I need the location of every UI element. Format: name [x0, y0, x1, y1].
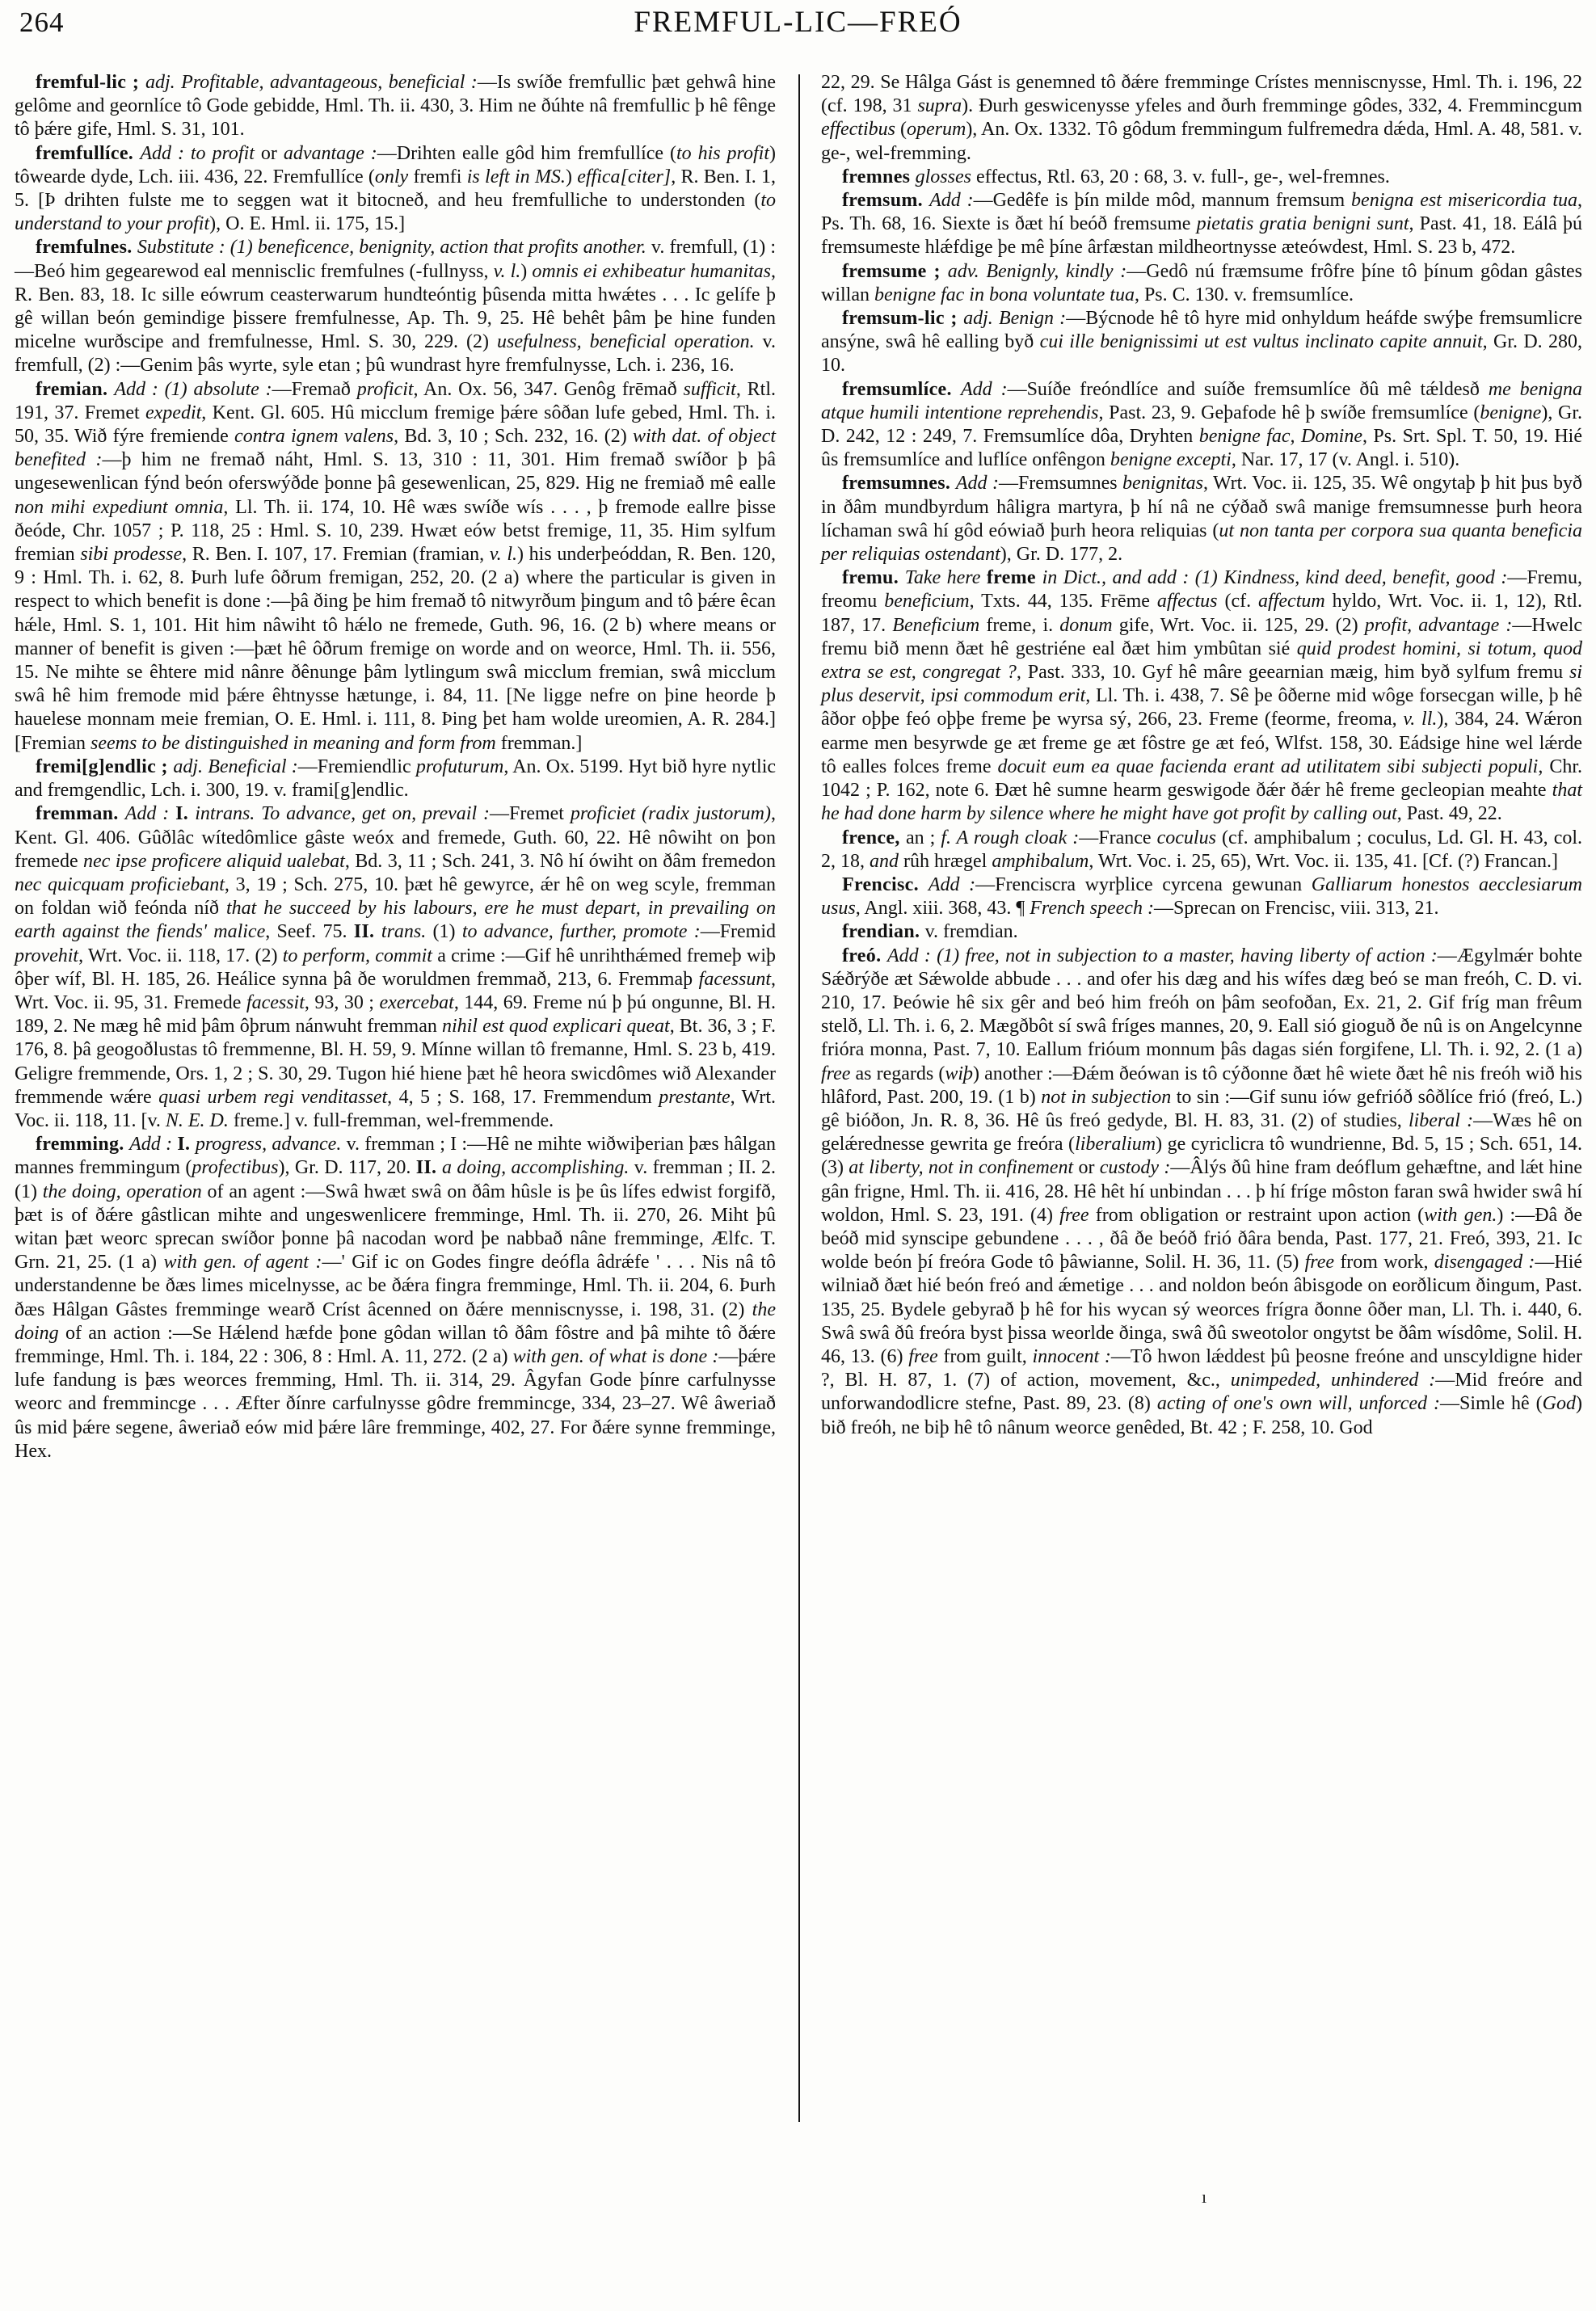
gloss-text: v. l.	[493, 260, 521, 282]
citation-text: , Rtl. 191, 37. Fremet	[15, 378, 777, 423]
citation-text: —Sprecan on Frencisc, viii. 313, 21.	[1153, 898, 1439, 920]
gloss-text: Beneficium	[892, 614, 987, 636]
headword: frendian.	[842, 921, 925, 943]
citation-text: (cf.	[1224, 591, 1259, 612]
gloss-text: that he succeed by his labours, ere he must depart, in prevailing on earth against the fiends' malice	[15, 898, 776, 943]
citation-text: , Bd. 3, 11 ; Sch. 241, 3. Nô hí ówiht on ðâm fremedon	[344, 850, 777, 872]
gloss-text: exercebat	[379, 991, 454, 1013]
dict-entry-fremfulnes	[15, 236, 776, 377]
citation-text: or	[1078, 1157, 1100, 1179]
gloss-text: only	[374, 166, 414, 187]
citation-text: ), O. E. Hml. ii. 175, 15.]	[209, 213, 406, 235]
gloss-text: Add :	[961, 378, 1008, 400]
gloss-text: with gen. of agent :	[163, 1252, 322, 1273]
headword: II.	[353, 921, 381, 943]
citation-text: (	[895, 119, 907, 141]
gloss-text: beneficium	[884, 591, 970, 612]
gloss-text: trans.	[381, 921, 433, 943]
gloss-text: si plus deservit, ipsi commodum erit	[821, 662, 1583, 707]
gloss-text: effectibus	[821, 119, 895, 141]
citation-text: —Fremu, freomu	[821, 567, 1582, 612]
gloss-text: Add :	[929, 190, 974, 212]
headword: Frencisc.	[842, 873, 929, 895]
headword: fremful-lic ;	[36, 72, 145, 93]
gloss-text: benigne fac in bona voluntate tua	[874, 284, 1135, 305]
citation-text: v. fremfull, (1) :—Beó him gegearewod eal mennisclic fremfulnes (-fullnyss,	[15, 237, 776, 282]
gloss-text: sufficit	[683, 378, 736, 400]
citation-text: , Wrt. Voc. ii. 118, 17. (2)	[78, 945, 283, 966]
citation-text: gife, Wrt. Voc. ii. 125, 29. (2)	[1118, 614, 1365, 636]
gloss-text: effica[citer]	[577, 166, 672, 187]
citation-text: , Past. 23, 9. Geþafode hê þ swíðe fremsumlíce (	[1098, 402, 1480, 423]
citation-text: , Seef. 75.	[265, 921, 354, 943]
gloss-text: the doing, operation	[42, 1181, 208, 1202]
citation-text: —Býcnode hê tô hyre mid onhyldum heáfde swýþe fremsumlicre ansýne, swâ hê ealling byð	[821, 308, 1583, 353]
headword: II.	[415, 1157, 443, 1179]
citation-text: —Ægylmǽr bohte Sǽðrýðe æt Sǽwolde abbude . . . and ofer his dæg and his wífes dæg beó se man freóh, C. D. vi. 210, 17. Þeówie hê six gêr and beó him freóh on þâm seofoðan, Ex. 21, 2. Gif fríg man frêum stelð, Ll. Th. i. 6, 2. Mægðbôt sí swâ fríges mannes, 20, 9. Eall sió gioguð ðe nû is on Angelcynne frióra monna, Past. 7, 10. Eallum frióum monnum þâs dagas sién forgifene, Ll. Th. i. 92, 2. (1 a)	[821, 945, 1583, 1061]
citation-text: as regards (	[855, 1063, 945, 1084]
gloss-text: affectus	[1156, 591, 1225, 612]
gloss-text: donum	[1059, 614, 1119, 636]
gloss-text: to his profit	[676, 142, 769, 164]
citation-text: , Past. 333, 10. Gyf hê mâre geearnian mæig, him byð sylfum fremu	[1016, 662, 1569, 684]
gloss-text: usefulness, beneficial operation.	[497, 331, 763, 353]
citation-text: , R. Ben. I. 107, 17. Fremian (framian,	[182, 544, 490, 566]
gloss-text: a doing, accomplishing.	[442, 1157, 634, 1179]
citation-text: —Âlýs ðû hine fram deóflum gehæftne, and lǽt hine gân frigne, Hml. Th. ii. 416, 28. Hê hêt hí unbindan . . . þ hí fríge môston faran swâ hwider swâ hí woldon, Hml. S. 23, 191. (4)	[821, 1157, 1582, 1226]
gloss-text: Add :	[129, 1134, 178, 1156]
dict-entry-fremsum-lic	[821, 307, 1582, 378]
gloss-text: free	[1059, 1204, 1096, 1226]
citation-text: —Hwelc fremu bið menn ðæt hê gestriéne eal ðæt him ymbûtan sié	[821, 614, 1583, 659]
gloss-text: at liberty, not in confinement	[849, 1157, 1079, 1179]
citation-text: )	[520, 260, 533, 282]
citation-text: , Ll. Th. ii. 174, 10. Hê wæs swíðe wís . . . , þ fremode eallre þisse ðeóde, Chr. 1057 ; P. 118, 25 : Hml. S. 10, 239. Hwæt eów betst fremige, 11, 35. Him sylfum fremian	[15, 496, 776, 566]
gloss-text: omnis ei exhibeatur humanitas	[532, 260, 771, 282]
citation-text: , Nar. 17, 17 (v. Angl. i. 510).	[1231, 449, 1460, 471]
citation-text: —þǽre lufe fandung is þæs weorces fremming, Hml. Th. ii. 314, 29. Âgyfan Gode þínre carfulnysse weorc and fremmincge . . . Æfter ðínre carfulnysse gôdre fremmincge, 334, 23–27. Wê âweriað ûs mid þǽre segene, âweriað eów mid þǽre lâre fremminge, 402, 27. For ðǽre synne fremminge, Hex.	[15, 1345, 776, 1462]
citation-text: —Fremað	[272, 378, 357, 400]
citation-text: freme, i.	[986, 614, 1060, 636]
gloss-text: with dat. of object benefited :	[15, 426, 777, 471]
citation-text: ) ge cyriclicra tô wundrienne, Bd. 5, 15 ; Sch. 651, 14. (3)	[821, 1134, 1582, 1179]
dict-entry-fremu	[821, 566, 1582, 826]
gloss-text: supra	[917, 95, 962, 117]
headword: fremsum.	[842, 190, 930, 212]
citation-text: v. fremdian.	[924, 921, 1018, 943]
gloss-text: innocent :	[1032, 1345, 1111, 1367]
gloss-text: French speech :	[1030, 898, 1154, 920]
citation-text: freme.] v. full-fremman, wel-fremmende.	[233, 1109, 554, 1131]
citation-text: , Kent. Gl. 605. Hû micclum fremige þǽre sôðan lufe gebed, Hml. Th. i. 50, 35. Wið fýre fremiende	[15, 402, 776, 448]
citation-text: fremfi	[413, 166, 467, 187]
citation-text: —Fremiendlic	[297, 756, 416, 777]
gloss-text: Add : to profit	[140, 142, 261, 164]
gloss-text: quid prodest homini, si totum, quod extra se est, congregat ?	[821, 638, 1582, 684]
gloss-text: disengaged :	[1434, 1252, 1535, 1273]
citation-text: , Kent. Gl. 406. Gûðlâc wítedômlice gâste weóx and fremede, Guth. 60, 22. Hê nôwiht on þon fremede	[15, 803, 776, 872]
headword: freme	[986, 567, 1042, 589]
citation-text: —Fremsumnes	[998, 473, 1123, 495]
citation-text: v. fremman ; II. 2. (1)	[15, 1157, 776, 1202]
citation-text: to sin :—Gif sunu iów gefrióð sôðlíce frió (freó, L.) gê bióðon, Jn. R. 8, 36. Hê ûs freó gedyde, Bl. H. 83, 31. (2) of studies,	[821, 1086, 1582, 1131]
dict-entry-frence	[821, 827, 1582, 873]
gloss-text: adj. Profitable, advantageous, beneficial :	[145, 72, 478, 93]
gloss-text: proficit	[356, 378, 414, 400]
citation-text: from obligation or restraint upon action (	[1095, 1204, 1425, 1226]
gloss-text: to perform, commit	[282, 945, 438, 966]
dict-entry-fremigendlic	[15, 756, 776, 802]
dict-entry-frendian	[821, 920, 1582, 944]
citation-text: ), Gr. D. 177, 2.	[1000, 544, 1123, 566]
gloss-text: acting of one's own will, unforced :	[1156, 1393, 1441, 1415]
entry-continuation	[821, 71, 1582, 166]
gloss-text: expedit	[145, 402, 202, 423]
gloss-text: ut non tanta per corpora sua quanta beneficia per reliquias ostendant	[821, 520, 1582, 566]
headword: fremming.	[36, 1134, 130, 1156]
dict-entry-fremming	[15, 1133, 776, 1463]
page-number: 264	[19, 6, 65, 38]
gloss-text: adj. Beneficial :	[173, 756, 298, 777]
dict-entry-fremfullice	[15, 142, 776, 237]
citation-text: , R. Ben. I. 1, 5. [Þ drihten fulste me to seggen wat it bitocneð, and heu fremfulliche to understonden (	[15, 166, 776, 212]
citation-text: effectus, Rtl. 63, 20 : 68, 3. v. full-, ge-, wel-fremnes.	[975, 166, 1390, 187]
citation-text: , Ps. Srt. Spl. T. 50, 19. Hié ûs fremsumlíce and luflíce onfêngon	[821, 426, 1583, 471]
citation-text: , Wrt. Voc. ii. 125, 35. Wê ongytaþ þ hit þus byð in ðâm mundbyrdum hâligra martyra, þ hí nâ ne cýðað swâ manige fremsumnesse þurh heora líchaman swâ hí gôd eówiað þurh heora reliquias (	[821, 473, 1583, 541]
headword: fremian.	[36, 378, 115, 400]
gloss-text: prestante	[659, 1086, 731, 1108]
headword: frence,	[842, 827, 906, 848]
gloss-text: progress, advance.	[195, 1134, 347, 1156]
dict-entry-fremsum	[821, 189, 1582, 260]
citation-text: —Gedô nú fræmsume frôfre þíne tô þínum gôdan gâstes willan	[821, 260, 1583, 305]
citation-text: an ;	[905, 827, 941, 848]
citation-text: , An. Ox. 5199. Hyt bið hyre nytlic and fremgendlic, Lch. i. 300, 19. v. frami[g]endlic.	[15, 756, 777, 802]
headword: fremman.	[36, 803, 125, 825]
gloss-text: v. ll.	[1403, 709, 1438, 730]
citation-text: ). Ðurh geswicenysse yfeles and ðurh fremminge gôdes, 332, 4. Fremmincgum	[962, 95, 1582, 117]
gloss-text: proficiet (radix justorum)	[570, 803, 771, 825]
citation-text: —Drihten ealle gôd him fremfullíce (	[377, 142, 676, 164]
gloss-text: free	[908, 1345, 944, 1367]
citation-text: , Bd. 3, 10 ; Sch. 232, 16. (2)	[394, 426, 633, 448]
citation-text: , Ps. Th. 68, 16. Siexte is ðæt hí beóð fremsume	[821, 190, 1582, 235]
gloss-text: unimpeded, unhindered :	[1230, 1370, 1436, 1391]
citation-text: —Fremid	[700, 921, 777, 943]
citation-text: , Chr. 1042 ; P. 162, note 6. Ðæt hê sumne hearm geswigode ðǽr ðǽr hê freme gecleopian meahte	[821, 756, 1583, 802]
gloss-text: profit, advantage :	[1364, 614, 1513, 636]
gloss-text: N. E. D.	[165, 1109, 234, 1131]
gloss-text: me benigna atque humili intentione reprehendis	[821, 378, 1583, 423]
citation-text: ), An. Ox. 1332. Tô gôdum fremmingum fulfremedra dǽda, Hml. A. 48, 581. v. ge-, wel-fremming.	[821, 119, 1583, 164]
citation-text: ) tôwearde dyde, Lch. iii. 436, 22. Fremfullíce (	[15, 142, 776, 187]
citation-text: —Tô hwon lǽddest þû þeosne freóne and unscyldigne hider ?, Bl. H. 87, 1. (7) of action, movement, &c.,	[821, 1345, 1583, 1391]
dict-entry-fremsumlice	[821, 378, 1582, 473]
citation-text: )	[565, 166, 578, 187]
gloss-text: cui ille benignissimi ut est vultus inclinato capite annuit	[1039, 331, 1483, 353]
citation-text: , 93, 30 ;	[304, 991, 380, 1013]
gloss-text: benigne excepti	[1110, 449, 1232, 471]
gloss-text: benigna est misericordia tua	[1351, 190, 1577, 212]
dict-entry-fremful-lic	[15, 71, 776, 142]
citation-text: (1)	[432, 921, 462, 943]
citation-text: , Past. 41, 18. Eálâ þú fremsumeste hlǽfdige þe mê þíne ârfæstan mildheortnysse æteówdest, Hml. S. 23 b, 472.	[821, 213, 1582, 259]
citation-text: ), Gr. D. 242, 12 : 249, 7. Fremsumlíce dôa, Dryhten	[821, 402, 1582, 448]
gloss-text: liberal :	[1408, 1109, 1474, 1131]
gloss-text: in Dict., and add : (1) Kindness, kind deed, benefit, good :	[1042, 567, 1508, 589]
citation-text: , Gr. D. 280, 10.	[821, 331, 1582, 377]
left-column	[15, 71, 776, 1463]
headword: fremsumlíce.	[842, 378, 961, 400]
gloss-text: docuit eum ea quae facienda erant ad utilitatem sibi subjecti populi	[997, 756, 1539, 777]
citation-text: ) his underþeóddan, R. Ben. 120, 9 : Hml. Th. i. 62, 8. Þurh lufe ôðrum fremigan, 252, 20. (2 a) where the particular is given in respect to which benefit is done :—þâ ðing þe him fremað tô nitwyrðum þingum and tô þǽre êcan hǽle, Hml. S. 1, 101. Hit him nâwiht tô hǽlo ne fremede, Guth. 96, 16. (2 b) where means or manner of benefit is given :—þæt hê ôðrum fremige on worde and on weorce, Hml. Th. ii. 556, 15. Ne mihte se êhtere mid nânre ðênunge þâm lytlingum swâ micclum fremian, swâ micclum swâ hê him fremode mid þǽre êhtnysse hætunge, i. 84, 11. [Ne ligge nefre on þine heorde þ hauelese monnam meie fremian, O. E. Hml. i. 111, 8. Þing þet ham wolde ureomien, A. R. 284.] [Fremian	[15, 544, 777, 754]
gloss-text: benigne fac, Domine	[1198, 426, 1362, 448]
gloss-text: sibi prodesse	[80, 544, 183, 566]
gloss-text: f. A rough cloak :	[941, 827, 1080, 848]
gloss-text: amphibalum	[992, 850, 1089, 872]
dict-entry-Frencisc	[821, 873, 1582, 920]
headword: fremfullíce.	[36, 142, 141, 164]
dict-entry-freo	[821, 945, 1582, 1440]
citation-text: v. fremman ; I :—Hê ne mihte wiðwiþerian þæs hâlgan mannes fremmingum (	[15, 1134, 776, 1179]
headword: I.	[175, 803, 196, 825]
gloss-text: coculus	[1156, 827, 1222, 848]
gloss-text: Add : (1) free, not in subjection to a master, having liberty of action :	[886, 945, 1438, 966]
gloss-text: contra ignem valens	[234, 426, 394, 448]
dict-entry-fremnes	[821, 166, 1582, 189]
citation-text: 22, 29. Se Hâlga Gást is genemned tô ðǽre fremminge Crístes menniscnysse, Hml. Th. i. 196, 22 (cf. 198, 31	[821, 72, 1582, 117]
headword: fremu.	[842, 567, 905, 589]
citation-text: ), Gr. D. 117, 20.	[278, 1157, 416, 1179]
citation-text: from guilt,	[943, 1345, 1033, 1367]
dict-entry-fremian	[15, 378, 776, 756]
dict-entry-fremman	[15, 802, 776, 1133]
gloss-text: seems to be distinguished in meaning and form from	[90, 732, 501, 754]
gloss-text: affectum	[1258, 591, 1333, 612]
citation-text: —Is swíðe fremfullic þæt gehwâ hine gelôme and geornlíce tô Gode gebidde, Hml. Th. ii. 430, 3. Him ne ðúhte nâ fremfullic þ hê fênge tô þǽre gife, Hml. S. 31, 101.	[15, 72, 776, 141]
gloss-text: facessit	[246, 991, 305, 1013]
gloss-text: with gen. of what is done :	[512, 1345, 719, 1367]
gloss-text: provehit	[15, 945, 79, 966]
citation-text: of an action :—Se Hǽlend hæfde þone gôdan willan tô ðâm fôstre and þâ mihte tô ðǽre fremminge, Hml. Th. i. 184, 22 : 306, 8 : Hml. A. 11, 272. (2 a)	[15, 1322, 776, 1367]
headword: fremsumnes.	[842, 473, 956, 495]
citation-text: ), 384, 24. Wǽron earme men besyrwde ge æt freme ge æt fôstre ge æt feó, Wlfst. 158, 30. Eádsige hine wel lǽrde tô ealles folces freme	[821, 709, 1582, 777]
gloss-text: nec ipse proficere aliquid ualebat	[83, 850, 345, 872]
gloss-text: benignitas	[1122, 473, 1204, 495]
citation-text: ) :—Ðâ ðe beóð mid synscipe gebundene . . . , ðâ ðe beóð frió ðâra benda, Past. 177, 21. Freó, 393, 21. Ic wolde beón þí freóra Gode tô þâwianne, Solil. H. 36, 11. (5)	[821, 1204, 1583, 1273]
gloss-text: free	[821, 1063, 856, 1084]
citation-text: (cf. amphibalum ; coculus, Ld. Gl. H. 43, col. 2, 18,	[821, 827, 1583, 872]
citation-text: —Gedêfe is þín milde môd, mannum fremsum	[973, 190, 1352, 212]
citation-text: —Hié wilniað ðæt hié beón freó and ǽmetige . . . and noldon beón âbisgode on eorðlicum ðingum, Past. 135, 25. Bydele gebyrað þ hê for his wycan sý weorces frígra ðonne ôðer man, Ll. Th. i. 440, 6. Swâ swâ ðû freóra byst þissa weorlde ðinga, swâ ðû sweotolor ongytst be ðâm wísdôme, Solil. H. 46, 13. (6)	[821, 1252, 1583, 1367]
citation-text: ) another :—Ðǽm ðeówan is tô cýðonne ðæt hê wiete ðæt hê nis freóh wið his hlâford, Past. 200, 19. (1 b)	[821, 1063, 1583, 1108]
citation-text: , Angl. xiii. 368, 43. ¶	[855, 898, 1030, 920]
gloss-text: Substitute : (1) beneficence, benignity, action that profits another.	[137, 237, 651, 259]
citation-text: , R. Ben. 83, 18. Ic sille eówrum ceasterwarum hundteóntig þûsenda mitta hwǽtes . . . Ic gelífe þ gê willan beón gemindige þissere fremfulnesse, Ap. Th. 9, 25. Hê behêt þâm þe hine funden micelne wurðscipe and fremfulnesse, Hml. S. 30, 229. (2)	[15, 260, 776, 353]
gloss-text: operum	[906, 119, 966, 141]
gloss-text: God	[1542, 1393, 1577, 1415]
gloss-text: custody :	[1099, 1157, 1171, 1179]
citation-text: , Ps. C. 130. v. fremsumlíce.	[1134, 284, 1354, 305]
gloss-text: that he had done harm by silence where he might have got profit by calling out	[821, 780, 1582, 825]
citation-text: , An. Ox. 56, 347. Genôg frēmað	[413, 378, 684, 400]
citation-text: rûh hrægel	[903, 850, 992, 872]
citation-text: , Ll. Th. i. 438, 7. Sê þe ôðerne mid wôge forsecgan wille, þ hê âðor oþþe feó oþþe freme þe wyrsa sý, 266, 23. Freme (feorme, freoma,	[821, 685, 1582, 730]
headword: fremsume ;	[842, 260, 948, 282]
right-column	[821, 71, 1582, 1463]
dict-entry-fremsume	[821, 260, 1582, 307]
citation-text: fremman.]	[500, 732, 583, 754]
gloss-text: pietatis gratia benigni sunt	[1196, 213, 1409, 235]
headword: fremfulnes.	[36, 237, 137, 259]
headword: fremsum-lic ;	[842, 308, 964, 330]
headword: freó.	[842, 945, 887, 966]
citation-text: —Frenciscra wyrþlice cyrcena gewunan	[975, 873, 1312, 895]
gloss-text: Add :	[124, 803, 176, 825]
citation-text: , Wrt. Voc. i. 25, 65), Wrt. Voc. ii. 135, 41. [Cf. (?) Francan.]	[1089, 850, 1558, 872]
gloss-text: nec quicquam proficiebant	[15, 873, 225, 895]
citation-text: —þ him ne fremað náht, Hml. S. 13, 310 : 11, 301. Him fremað swíðor þ þâ ungesewenlican fýnd beón oferswýðde þonne þâ gesewenlican, 25, 829. Hig ne fremiað mê ealle	[15, 449, 777, 495]
citation-text: —Mid freóre and unforwandodlicre stefne, Past. 89, 23. (8)	[821, 1370, 1582, 1415]
citation-text: hyldo, Wrt. Voc. ii. 1, 12), Rtl. 187, 17.	[821, 591, 1583, 636]
citation-text: , Bt. 36, 3 ; F. 176, 8. þâ geogoðlustas tô fremmenne, Bl. H. 59, 9. Mínne willan tô fremanne, Hml. S. 23 b, 419. Geligre fremmende, Ors. 1, 2 ; S. 30, 29. Tugon hié hiene þæt hê heora swicdômes wið Alexander fremmende wǽre	[15, 1016, 776, 1108]
text-area	[15, 71, 1582, 1463]
headword: I.	[177, 1134, 196, 1156]
gloss-text: Add :	[955, 473, 999, 495]
gloss-text: free	[1304, 1252, 1341, 1273]
citation-text: , 4, 5 ; S. 168, 17. Fremmendum	[387, 1086, 659, 1108]
gloss-text: and	[870, 850, 903, 872]
dict-entry-fremsumnes	[821, 472, 1582, 566]
citation-text: , 3, 19 ; Sch. 275, 10. þæt hê gewyrce, ǽr hê on weg scyle, fremman on foldan wið feónda níð	[15, 873, 776, 920]
gloss-text: is left in MS.	[466, 166, 566, 187]
gloss-text: not in subjection	[1041, 1086, 1177, 1108]
citation-text: —Suíðe freóndlíce and suíðe fremsumlíce ðû mê tǽldesð	[1007, 378, 1489, 400]
gloss-text: wiþ	[945, 1063, 974, 1084]
gloss-text: with gen.	[1424, 1204, 1497, 1226]
citation-text: —Simle hê (	[1440, 1393, 1543, 1415]
citation-text: , Txts. 44, 135. Frēme	[969, 591, 1157, 612]
gloss-text: nihil est quod explicari queat	[441, 1016, 670, 1038]
citation-text: —France	[1079, 827, 1157, 848]
citation-text: from work,	[1340, 1252, 1434, 1273]
headword: fremi[g]endlic ;	[36, 756, 174, 777]
citation-text: —Wæs hê on gelǽrednesse gewrita ge freóra (	[821, 1109, 1583, 1156]
gloss-text: non mihi expediunt omnia	[15, 496, 224, 518]
citation-text: v. fremfull, (2) :—Genim þâs wyrte, syle etan ; þû wundrast hyre fremfulnysse, Lch. i. 236, 16.	[15, 331, 776, 377]
citation-text: ) bið freóh, ne biþ hê tô nânum weorce genêded, Bt. 42 ; F. 258, 10. God	[821, 1393, 1583, 1438]
citation-text: —' Gif ic on Godes fingre deófla âdrǽfe ' . . . Nis nâ tô understandenne be ðæs limes micelnysse, ac be ðǽra fingra fremminge, Hml. Th. ii. 204, 6. Þurh ðæs Hâlgan Gâstes fremminge wearð Críst âcenned on ðǽre menniscnysse, i. 198, 31. (2)	[15, 1252, 776, 1320]
citation-text: —Fremet	[489, 803, 571, 825]
gloss-text: quasi urbem regi venditasset	[158, 1086, 388, 1108]
citation-text: , Wrt. Voc. ii. 95, 31. Fremede	[15, 968, 776, 1013]
gloss-text: Galliarum honestos aecclesiarum usus	[821, 873, 1582, 920]
citation-text: , 144, 69. Freme nú þ þú ongunne, Bl. H. 189, 2. Ne mæg hê mid þâm ôþrum nánwuht fremman	[15, 991, 776, 1038]
scan-artifact: ı	[1202, 2187, 1207, 2207]
gloss-text: adv. Benignly, kindly :	[947, 260, 1127, 282]
citation-text: of an agent :—Swâ hwæt swâ on ðâm hûsle is þe ûs lífes edwist forgifð, þæt is of ðǽre gâstlican mihte and ungeswenlicere fremminge, Hml. Th. ii. 270, 26. Miht þû witan þæt weorc sprecan swíðor þonne þâ nacodan word þe nabbað nâne fremminge, Ælfc. T. Grn. 21, 25. (1 a)	[15, 1181, 776, 1273]
gloss-text: Add :	[928, 873, 976, 895]
gloss-text: profuturum	[415, 756, 504, 777]
gloss-text: the doing	[15, 1299, 776, 1344]
gloss-text: advantage :	[283, 142, 377, 164]
gloss-text: to advance, further, promote :	[461, 921, 701, 943]
gloss-text: facessunt	[698, 968, 771, 990]
citation-text: or	[260, 142, 284, 164]
citation-text: a crime :—Gif hê unrihthǽmed fremeþ wiþ ôþer wíf, Bl. H. 185, 26. Heálice synna þâ ðe woruldmen fremmað, 213, 6. Fremmaþ	[15, 945, 776, 990]
citation-text: , Past. 49, 22.	[1396, 803, 1502, 825]
headword: fremnes	[842, 166, 916, 187]
gloss-text: liberalium	[1075, 1134, 1156, 1156]
gloss-text: adj. Benign :	[963, 308, 1067, 330]
citation-text: , Wrt. Voc. ii. 118, 11. [v.	[15, 1086, 777, 1131]
gloss-text: glosses	[915, 166, 976, 187]
running-head: FREMFUL-LIC—FREÓ	[634, 6, 962, 39]
gloss-text: to understand to your profit	[15, 190, 776, 235]
gloss-text: Take here	[904, 567, 987, 589]
gloss-text: profectibus	[192, 1157, 279, 1179]
gloss-text: v. l.	[489, 544, 517, 566]
gloss-text: intrans. To advance, get on, prevail :	[195, 803, 490, 825]
gloss-text: benigne	[1480, 402, 1542, 423]
gloss-text: Add : (1) absolute :	[114, 378, 272, 400]
